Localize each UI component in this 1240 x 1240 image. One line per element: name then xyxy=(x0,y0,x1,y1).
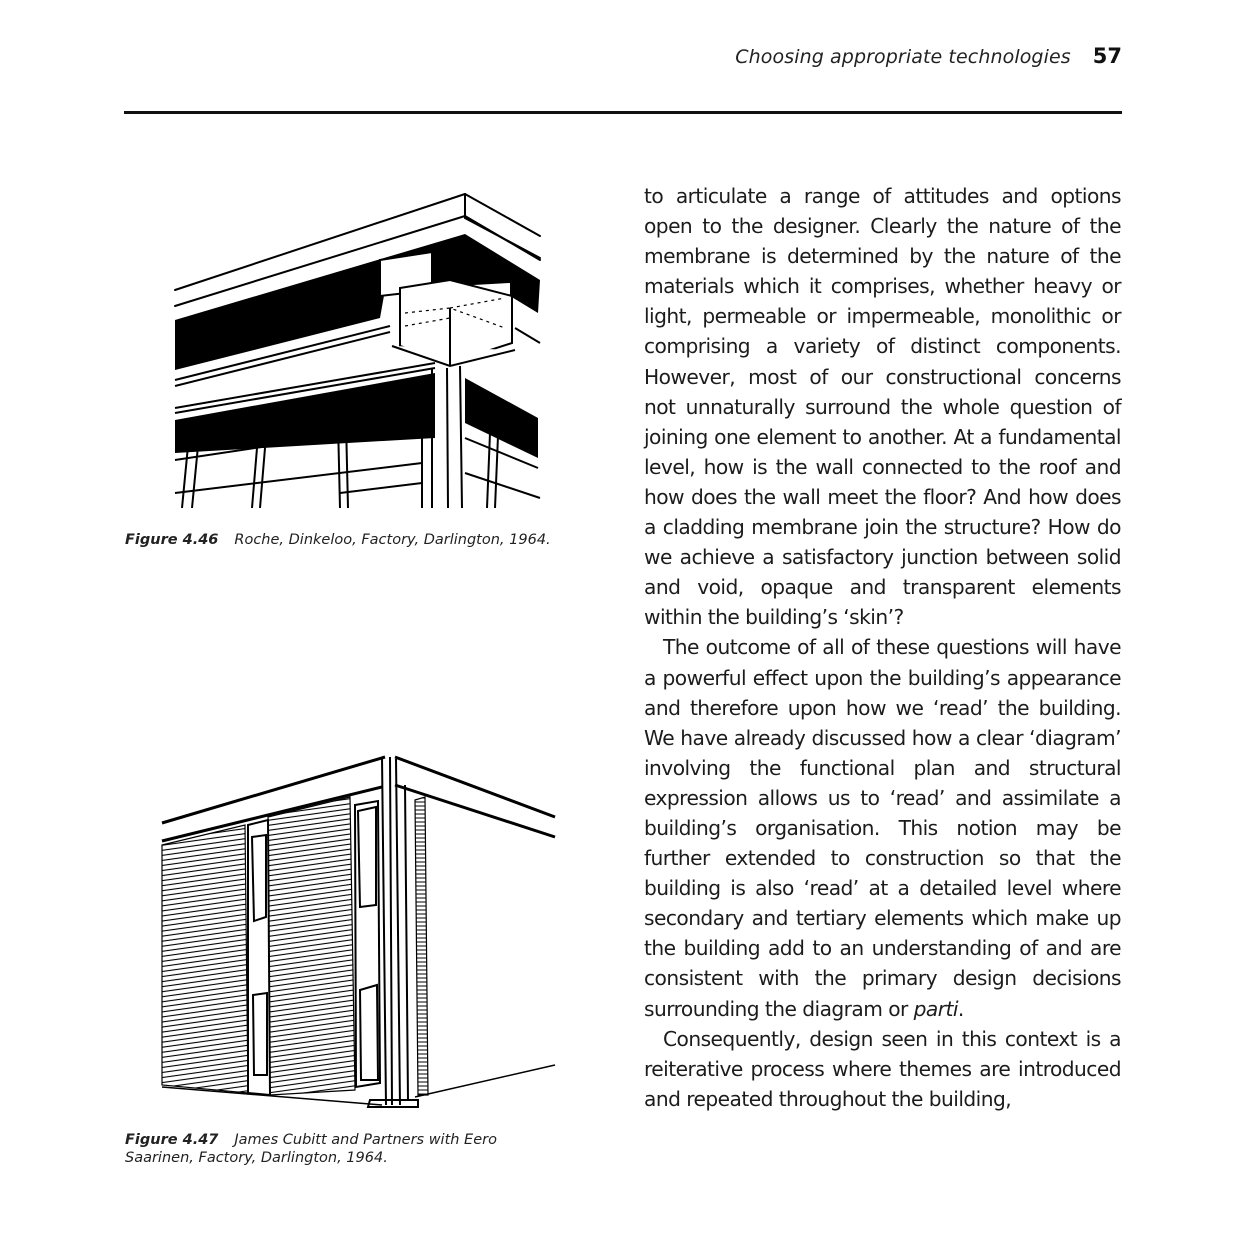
figure-label: Figure 4.46 xyxy=(125,532,219,548)
figure-caption xyxy=(125,1131,545,1167)
figure-caption-text: James Cubitt and Partners with Eero Saarinen, Factory, Darlington, 1964. xyxy=(125,1132,497,1166)
paragraph xyxy=(644,632,1121,1023)
body-text-column xyxy=(644,181,1121,1114)
paragraph: Consequently, design seen in this context is a reiterative process where themes are introduced and repeated throughout the building, xyxy=(644,1026,1121,1111)
figure-4-47-illustration xyxy=(150,745,570,1110)
paragraph-text: The outcome of all of these questions will have a powerful effect upon the building’s appearance and therefore upon how we ‘read’ the building. We have already discussed how a clear ‘diagram’ involving the functional plan and structural expression allows us to ‘read’ and assimilate a building’s organisation. This notion may be further extended to construction so that the building is also ‘read’ at a detailed level where secondary and tertiary elements which make up the building add to an understanding of and are consistent with the primary design decisions surrounding the diagram or xyxy=(644,635,1121,1021)
figure-caption xyxy=(125,531,625,549)
figure-label: Figure 4.47 xyxy=(125,1132,219,1148)
figure-4-46-illustration xyxy=(160,178,560,508)
running-title: Choosing appropriate technologies xyxy=(735,46,1071,68)
paragraph-text: . xyxy=(957,996,964,1021)
building-sketch-icon xyxy=(150,745,570,1110)
italic-term: parti xyxy=(913,996,958,1021)
running-head xyxy=(735,44,1122,68)
figure-caption-text: Roche, Dinkeloo, Factory, Darlington, 1964. xyxy=(234,532,551,548)
building-sketch-icon xyxy=(160,178,560,508)
page-number: 57 xyxy=(1092,44,1122,68)
header-rule xyxy=(124,111,1122,114)
paragraph: to articulate a range of attitudes and options open to the designer. Clearly the nature of the membrane is determined by the nature of the materials which it comprises, whether heavy or light, permeable or impermeable, monolithic or comprising a variety of distinct components. However, most of our constructional concerns not unnaturally surround the whole question of joining one element to another. At a fundamental level, how is the wall connected to the roof and how does the wall meet the floor? And how does a cladding membrane join the structure? How do we achieve a satisfactory junction between solid and void, opaque and transparent elements within the building’s ‘skin’? xyxy=(644,184,1121,630)
